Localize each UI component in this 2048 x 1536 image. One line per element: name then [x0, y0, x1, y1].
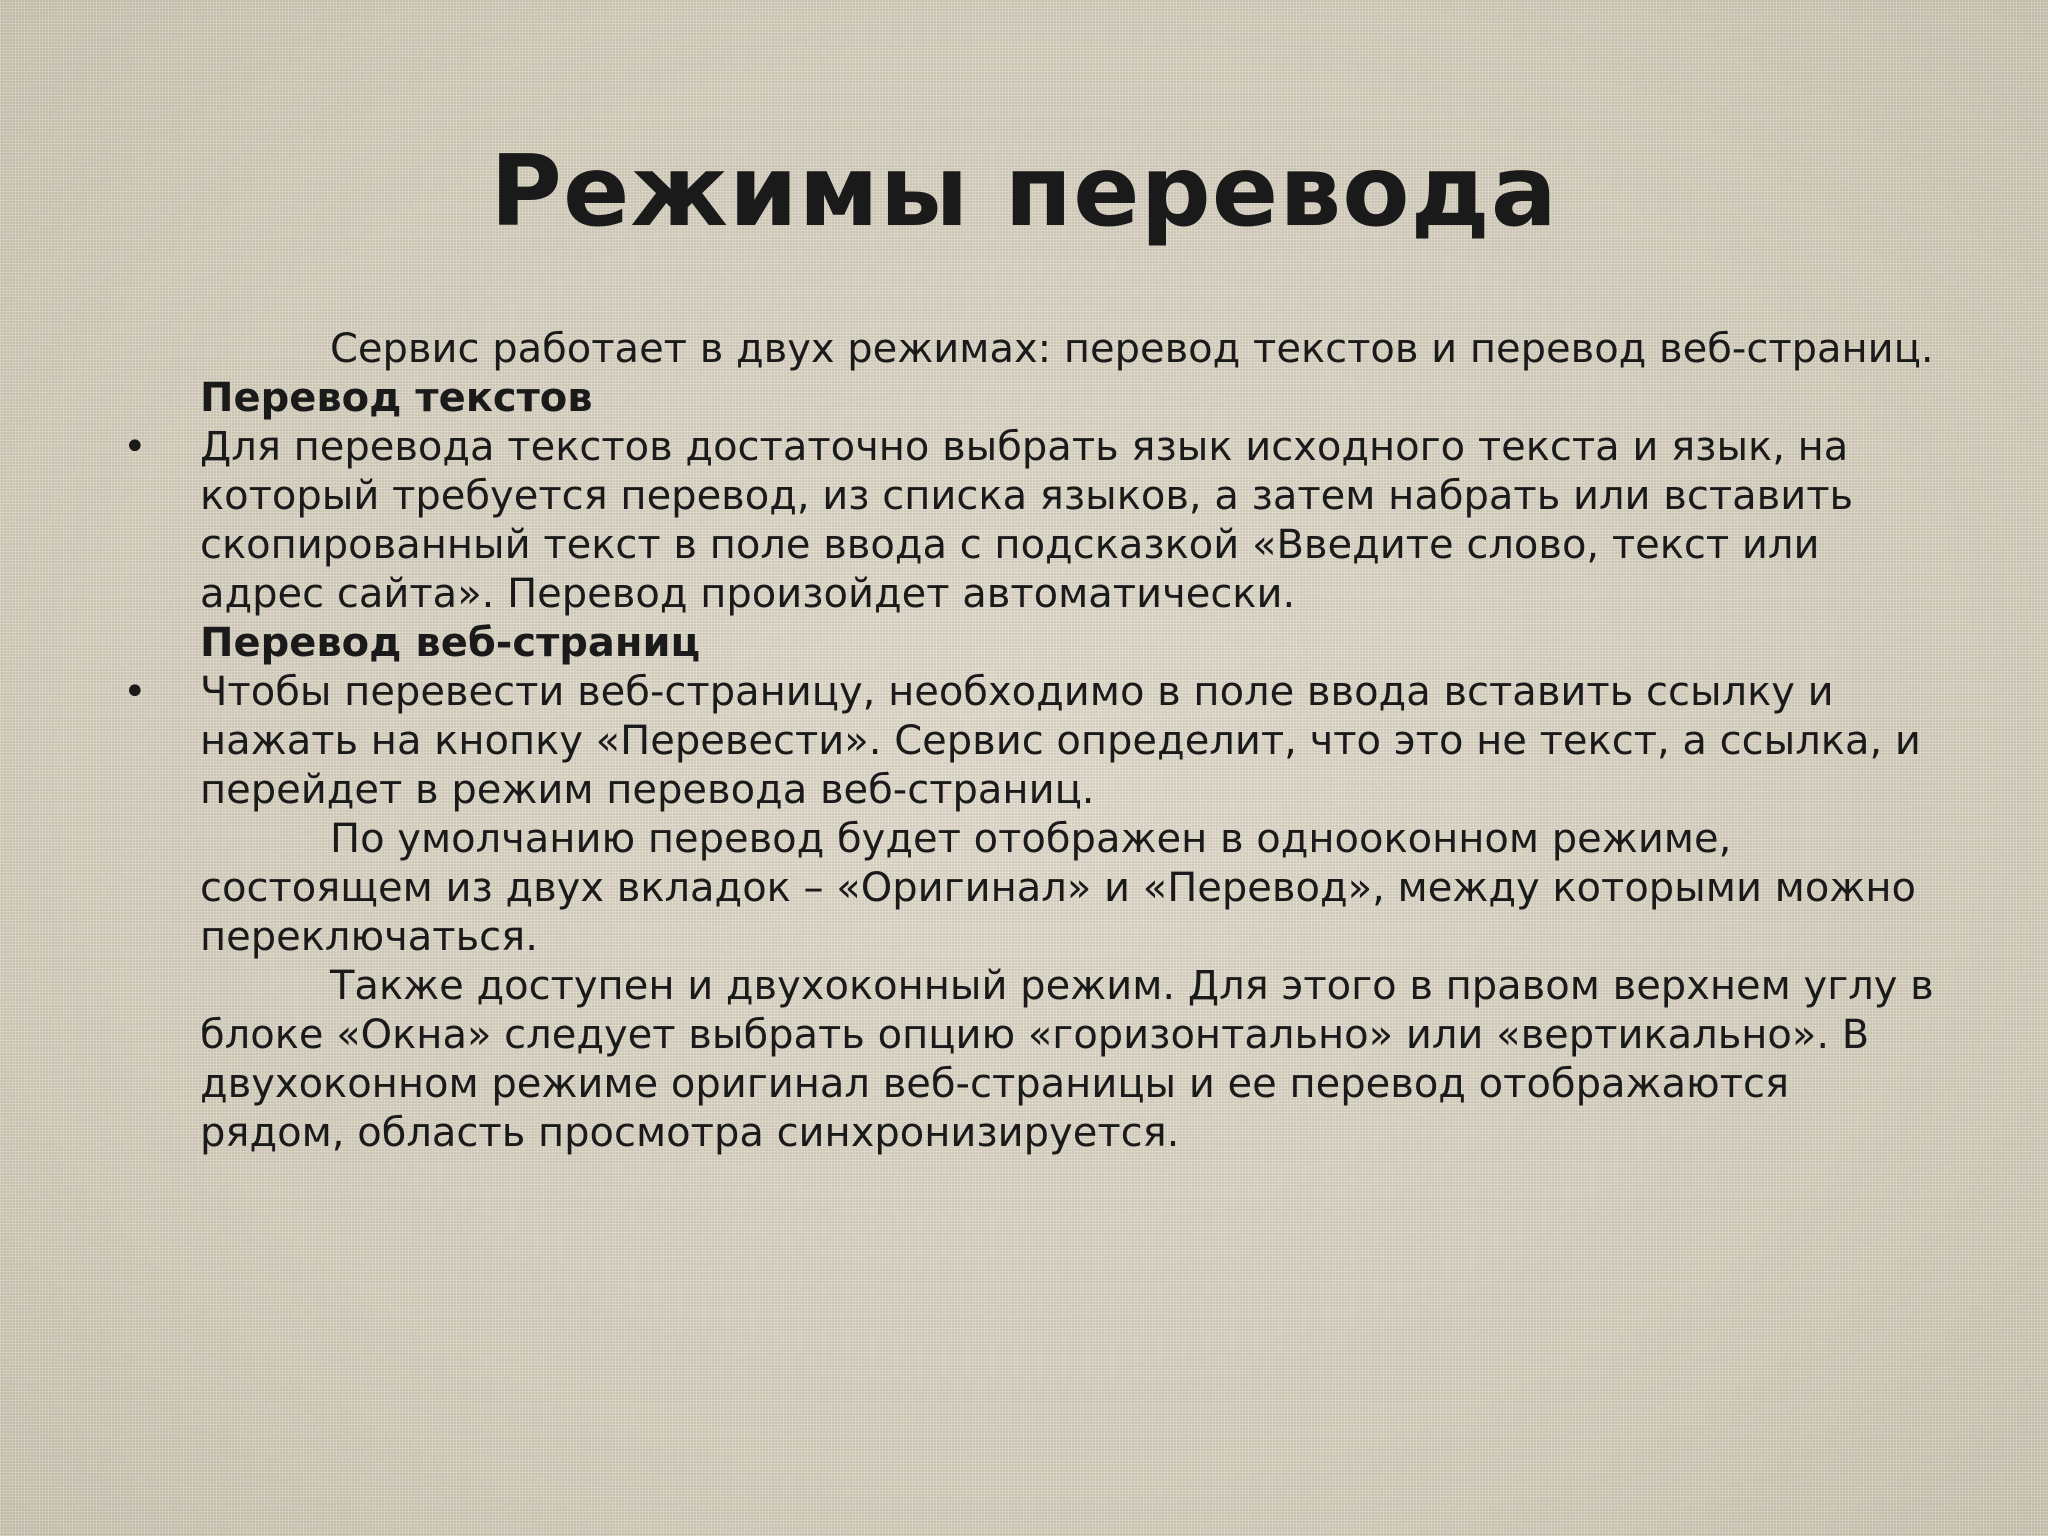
bullet-web-translation [123, 668, 1940, 815]
intro-paragraph: Сервис работает в двух режимах: перевод текстов и перевод веб-страниц. [330, 326, 1934, 372]
section-heading-text-translation: Перевод текстов [200, 375, 593, 421]
bullet-text: Чтобы перевести веб-страницу, необходимо в поле ввода вставить ссылку и нажать на кнопку «Перевести». Сервис определит, что это не текст, а ссылка, и перейдет в режим перевода веб-страниц. [200, 669, 1921, 813]
bullet-icon: • [123, 424, 147, 470]
bullet-text-translation [123, 423, 1940, 619]
dual-window-paragraph: Также доступен и двухоконный режим. Для этого в правом верхнем углу в блоке «Окна» следует выбрать опцию «горизонтально» или «вертикально». В двухоконном режиме оригинал веб-страницы и ее перевод отображаются рядом, область просмотра синхронизируется. [200, 963, 1934, 1156]
slide-body [123, 325, 1940, 1158]
section-heading-web-translation: Перевод веб-страниц [200, 620, 701, 666]
slide-title: Режимы перевода [490, 135, 1558, 249]
bullet-text: Для перевода текстов достаточно выбрать язык исходного текста и язык, на который требуется перевод, из списка языков, а затем набрать или вставить скопированный текст в поле ввода с подсказкой «Введите слово, текст или адрес сайта». Перевод произойдет автоматически. [200, 424, 1854, 617]
bullet-icon: • [123, 669, 147, 715]
single-window-paragraph: По умолчанию перевод будет отображен в однооконном режиме, состоящем из двух вкладок – «Оригинал» и «Перевод», между которыми можно переключаться. [200, 816, 1916, 960]
